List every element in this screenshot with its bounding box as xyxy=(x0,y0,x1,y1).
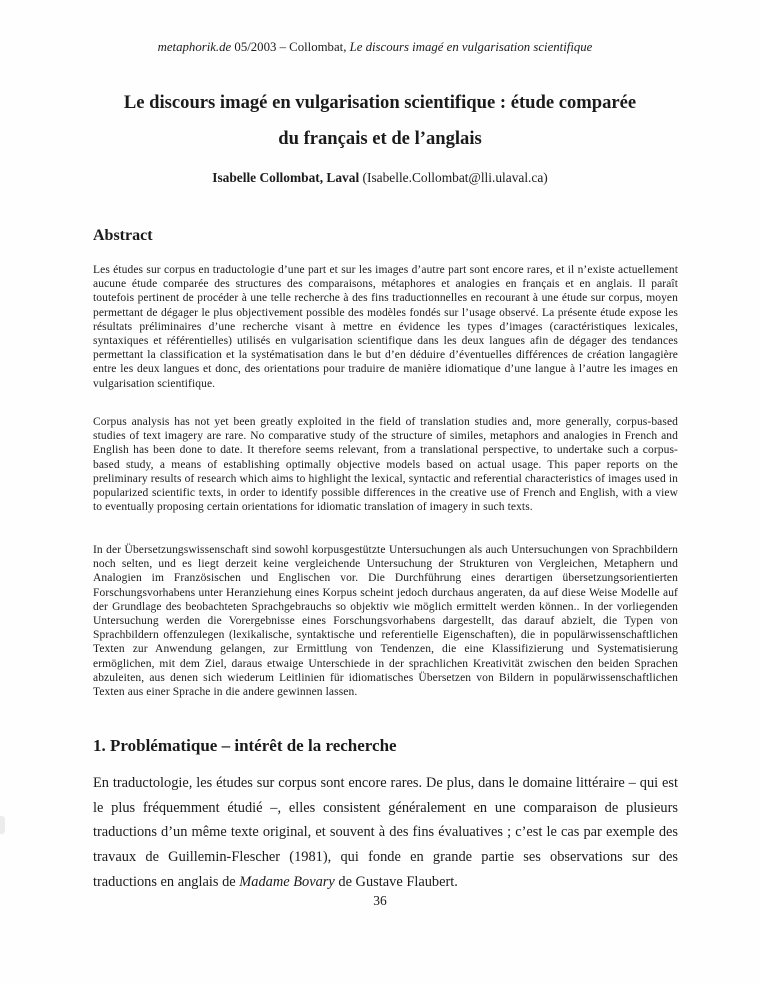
scan-artifact-mark xyxy=(0,816,5,834)
section-1-text-start: En traductologie, les études sur corpus sont encore rares. De plus, dans le domaine littéraire – qui est le plus fréquemment étudié –, elles consistent généralement en une comparaison de plusieurs traductions d’un même texte original, et souvent à des fins évaluatives ; c’est le cas par exemple des travaux de Guillemin-Flescher (1981), qui fonde en grande partie ses observations sur des traductions en anglais de xyxy=(93,775,678,890)
abstract-paragraph-english: Corpus analysis has not yet been greatly exploited in the field of translation studies and, more generally, corpus-based studies of text imagery are rare. No comparative study of the structure of similes, metaphors and analogies in French and English has been done to date. It therefore seems relevant, from a translational perspective, to undertake such a corpus-based study, a means of establishing optimally objective models based on actual usage. This paper reports on the preliminary results of research which aims to highlight the lexical, syntactic and referential characteristics of images used in popularized scientific texts, in order to identify possible differences in the creative use of French and English, with a view to eventually proposing certain orientations for idiomatic translation of imagery in such texts. xyxy=(93,416,678,514)
abstract-paragraph-german: In der Übersetzungswissenschaft sind sowohl korpusgestützte Untersuchungen als auch Untersuchungen von Sprachbildern noch selten, und es liegt derzeit keine vergleichende Untersuchung der Strukturen von Vergleichen, Metaphern und Analogien im Französischen und Englischen vor. Die Durchführung eines derartigen übersetzungsorientierten Forschungsvorhabens unter Heranziehung eines Korpus scheint jedoch durchaus angeraten, da auf diese Weise Modelle auf der Grundlage des beobachteten Sprachgebrauchs so objektiv wie möglich ermittelt werden können.. In der vorliegenden Untersuchung werden die Vorergebnisse eines Forschungsvorhabens dargestellt, das darauf abzielt, die Typen von Sprachbildern offenzulegen (lexikalische, syntaktische und referentielle Eigenschaften), die in populärwissenschaftlichen Texten zur Anwendung gelangen, zur Ermittlung von Tendenzen, die eine Klassifizierung und Systematisierung ermöglichen, mit dem Ziel, daraus etwaige Unterschiede in der sprachlichen Kreativität zwischen den beiden Sprachen abzuleiten, aus denen sich wiederum Leitlinien für idiomatisches Übersetzen von Bildern in populärwissenschaftlichen Texten aus einer Sprache in die andere gewinnen lassen. xyxy=(93,544,678,699)
paper-title-line2: du français et de l’anglais xyxy=(278,127,482,149)
header-citation-text: 05/2003 – Collombat, xyxy=(231,40,350,54)
page-number: 36 xyxy=(373,893,387,908)
header-article-title: Le discours imagé en vulgarisation scientifique xyxy=(349,40,593,54)
author-email: (Isabelle.Collombat@lli.ulaval.ca) xyxy=(359,170,548,185)
journal-name: metaphorik.de xyxy=(157,40,232,54)
abstract-paragraph-french: Les études sur corpus en traductologie d’une part et sur les images d’autre part sont encore rares, et il n’existe actuellement aucune étude comparée des structures des comparaisons, métaphores et analogies en français et en anglais. Il paraît toutefois pertinent de procéder à une telle recherche à des fins traductionnelles en recourant à une étude sur corpus, moyen permettant de dégager le plus objectivement possible des modèles fondés sur l’usage observé. La présente étude expose les résultats préliminaires d’une recherche visant à mettre en évidence les types d’images (caractéristiques lexicales, syntaxiques et référentielles) utilisés en vulgarisation scientifique dans les deux langues afin de dégager des tendances permettant la classification et la systématisation dans le but d’en déduire d’éventuelles différences de création langagière entre les deux langues et donc, des orientations pour traduire de manière idiomatique d’une langue à l’autre les images en vulgarisation scientifique. xyxy=(93,264,678,390)
book-title-madame-bovary: Madame Bovary xyxy=(239,873,335,890)
abstract-heading: Abstract xyxy=(93,227,153,244)
paper-title-line1: Le discours imagé en vulgarisation scientifique : étude comparée xyxy=(123,92,637,113)
author-line xyxy=(55,169,705,186)
running-header xyxy=(50,40,700,55)
section-1-text-end: de Gustave Flaubert. xyxy=(334,873,458,890)
author-name: Isabelle Collombat, Laval xyxy=(212,170,360,185)
section-1-heading: 1. Problématique – intérêt de la recherche xyxy=(93,736,397,755)
paper-title xyxy=(55,85,705,156)
section-1-paragraph xyxy=(93,771,678,895)
